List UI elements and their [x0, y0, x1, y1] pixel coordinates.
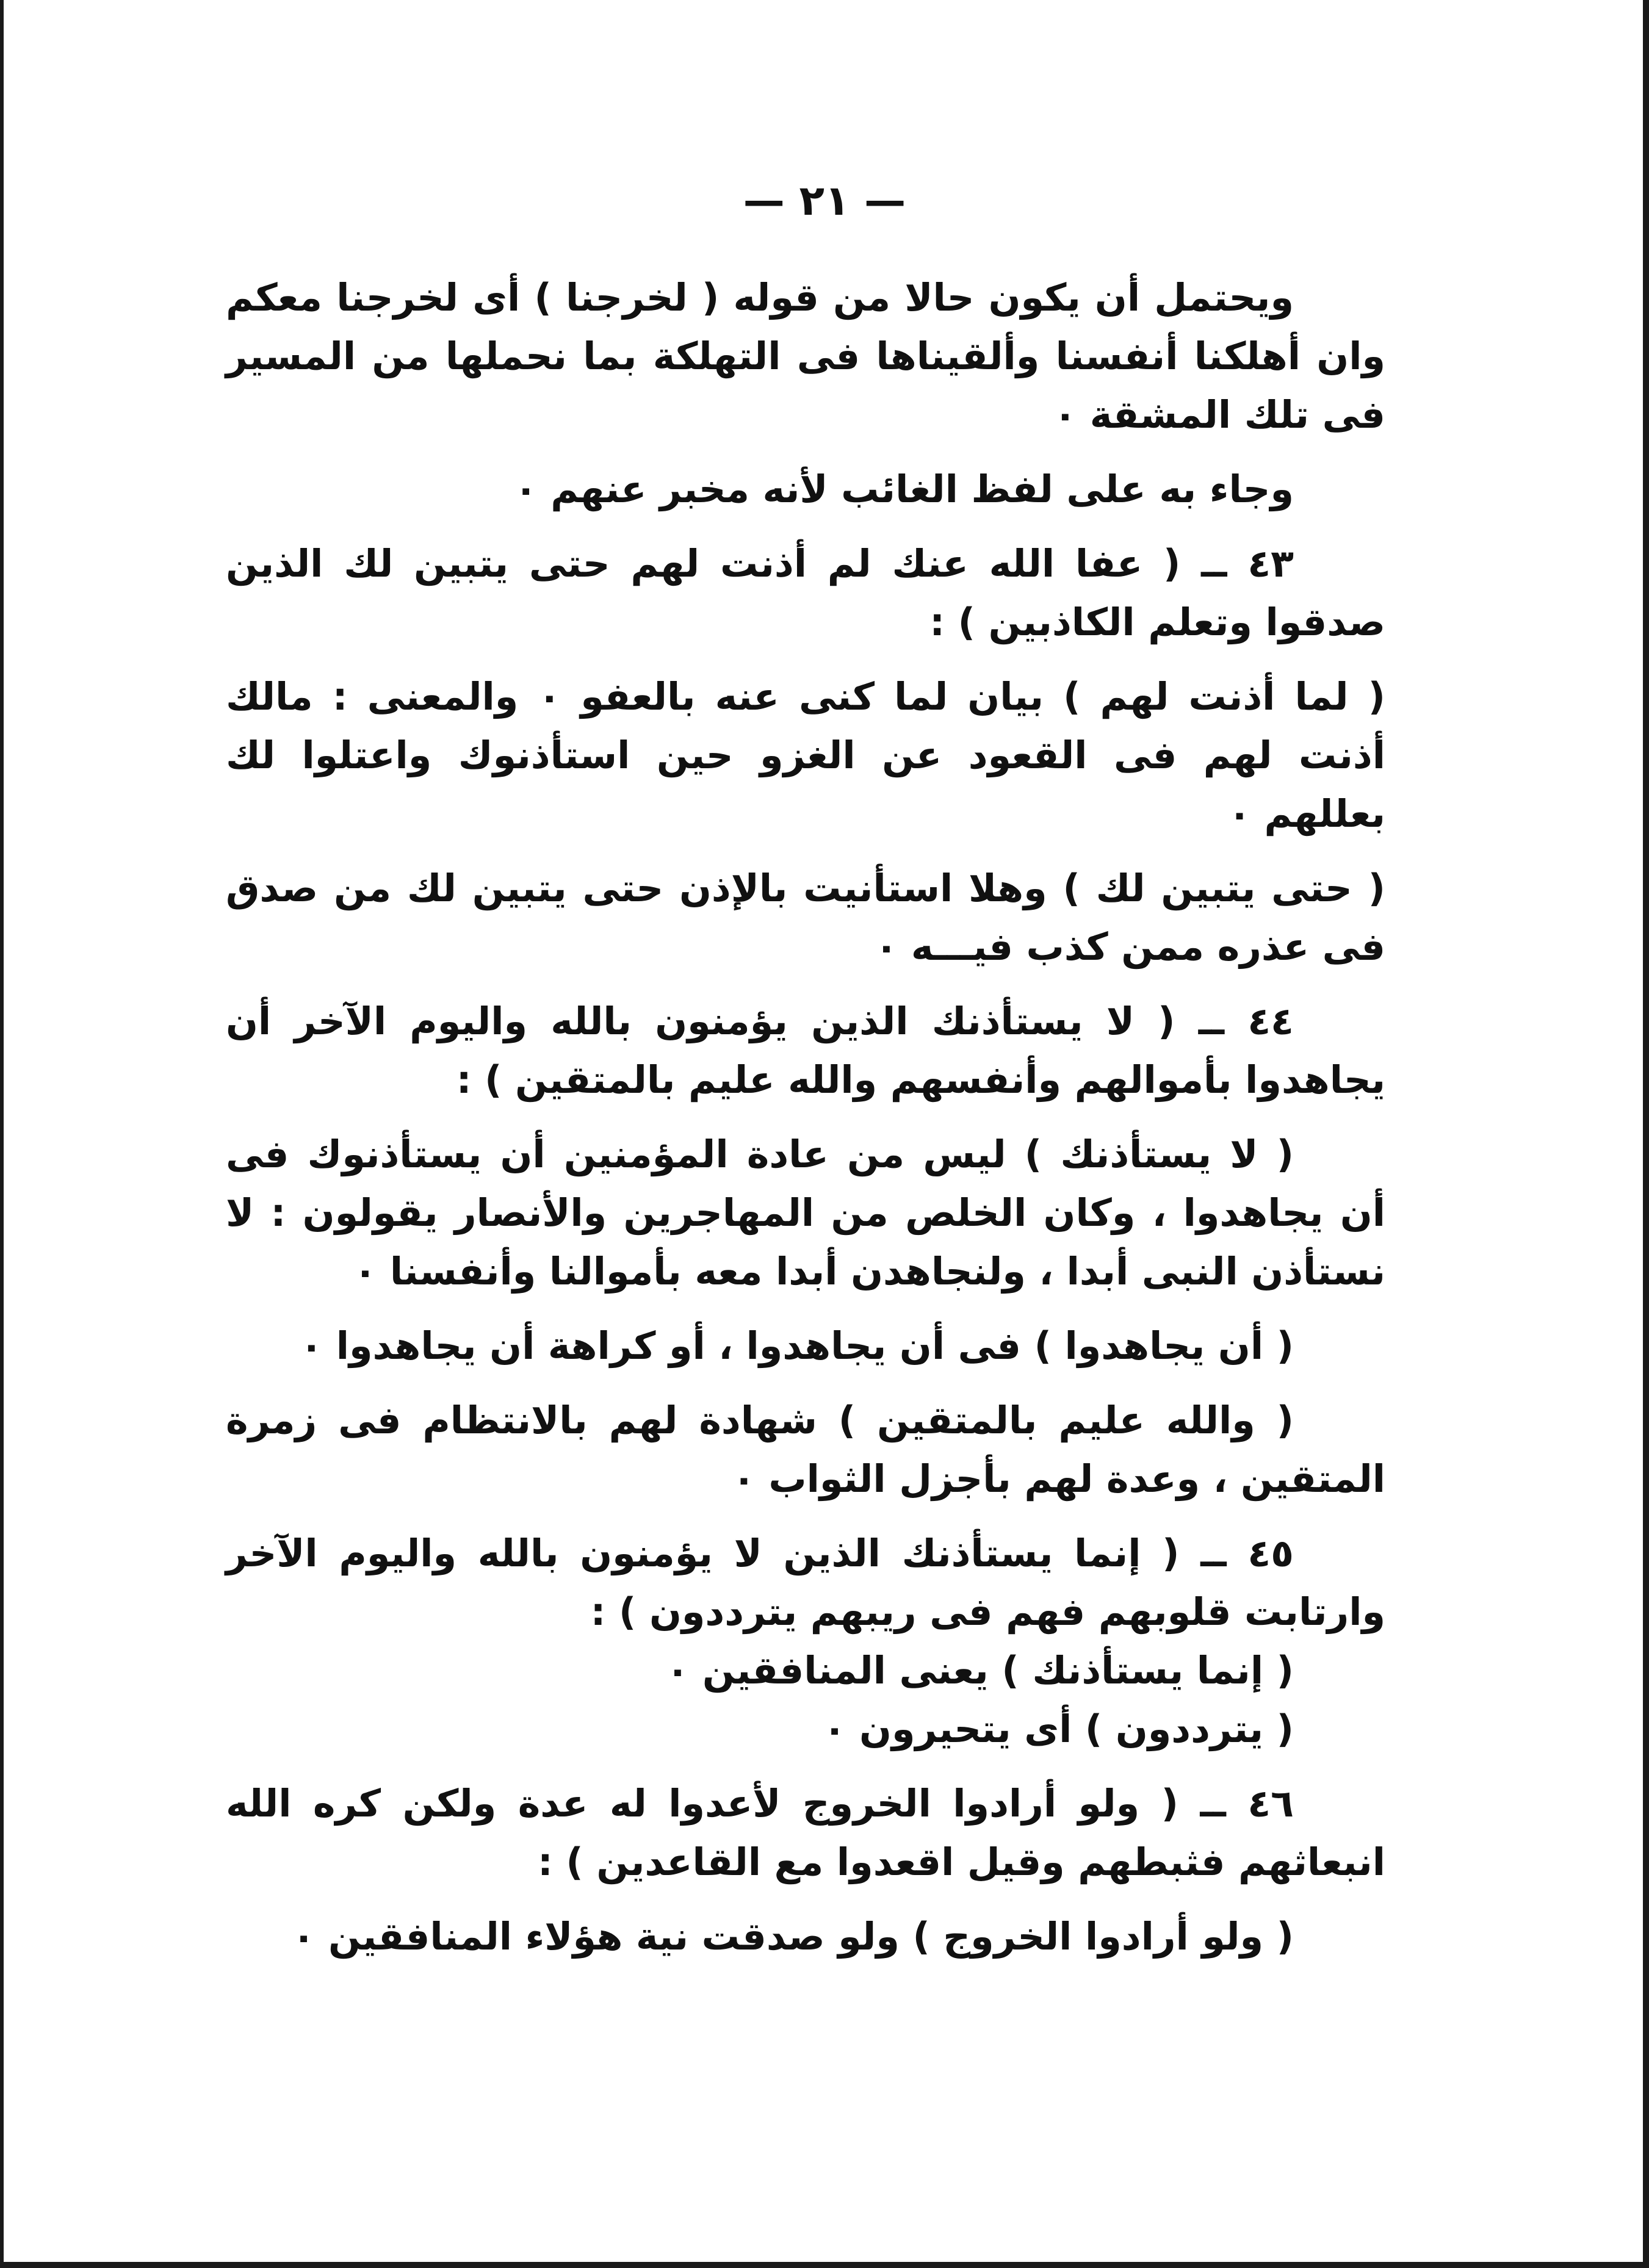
paragraph: ( أن يجاهدوا ) فى أن يجاهدوا ، أو كراهة أن يجاهدوا ٠ — [300, 1323, 1294, 1368]
verse-heading: ٤٣ ــ ( عفا الله عنك لم أذنت لهم حتى يتبين لك الذين صدقوا وتعلم الكاذبين ) : — [226, 541, 1385, 644]
paragraph: ( والله عليم بالمتقين ) شهادة لهم بالانتظام فى زمرة المتقين ، وعدة لهم بأجزل الثواب ٠ — [226, 1398, 1385, 1501]
verse-heading: ٤٤ ــ ( لا يستأذنك الذين يؤمنون بالله واليوم الآخر أن يجاهدوا بأموالهم وأنفسهم والله عليم بالمتقين ) : — [226, 999, 1385, 1102]
scan-border-left — [0, 0, 4, 2268]
text-column — [226, 268, 1385, 1982]
scan-border-bottom — [0, 2262, 1649, 2268]
paragraph: ( ولو أرادوا الخروج ) ولو صدقت نية هؤلاء المنافقين ٠ — [292, 1914, 1294, 1959]
scan-border-right — [1643, 0, 1649, 2268]
paragraph: ( يترددون ) أى يتحيرون ٠ — [823, 1707, 1294, 1751]
paragraph: وجاء به على لفظ الغائب لأنه مخبر عنهم ٠ — [514, 467, 1294, 511]
paragraph: ( لما أذنت لهم ) بيان لما كنى عنه بالعفو ٠ والمعنى : مالك أذنت لهم فى القعود عن الغزو حين استأذنوك واعتلوا لك بعللهم ٠ — [226, 674, 1385, 836]
paragraph: ( لا يستأذنك ) ليس من عادة المؤمنين أن يستأذنوك فى أن يجاهدوا ، وكان الخلص من المهاجرين والأنصار يقولون : لا نستأذن النبى أبدا ، ولنجاهدن أبدا معه بأموالنا وأنفسنا ٠ — [226, 1132, 1385, 1294]
paragraph: ويحتمل أن يكون حالا من قوله ( لخرجنا ) أى لخرجنا معكم وان أهلكنا أنفسنا وألقيناها فى التهلكة بما نحملها من المسير فى تلك المشقة ٠ — [226, 275, 1385, 437]
verse-heading: ٤٥ ــ ( إنما يستأذنك الذين لا يؤمنون بالله واليوم الآخر وارتابت قلوبهم فهم فى ريبهم يترددون ) : — [226, 1531, 1385, 1634]
paragraph: ( إنما يستأذنك ) يعنى المنافقين ٠ — [666, 1648, 1294, 1693]
paragraph: ( حتى يتبين لك ) وهلا استأنيت بالإذن حتى يتبين لك من صدق فى عذره ممن كذب فيـــه ٠ — [226, 866, 1385, 969]
page-number: — ٢١ — — [743, 177, 906, 225]
verse-heading: ٤٦ ــ ( ولو أرادوا الخروج لأعدوا له عدة ولكن كره الله انبعاثهم فثبطهم وقيل اقعدوا مع القاعدين ) : — [226, 1781, 1385, 1884]
